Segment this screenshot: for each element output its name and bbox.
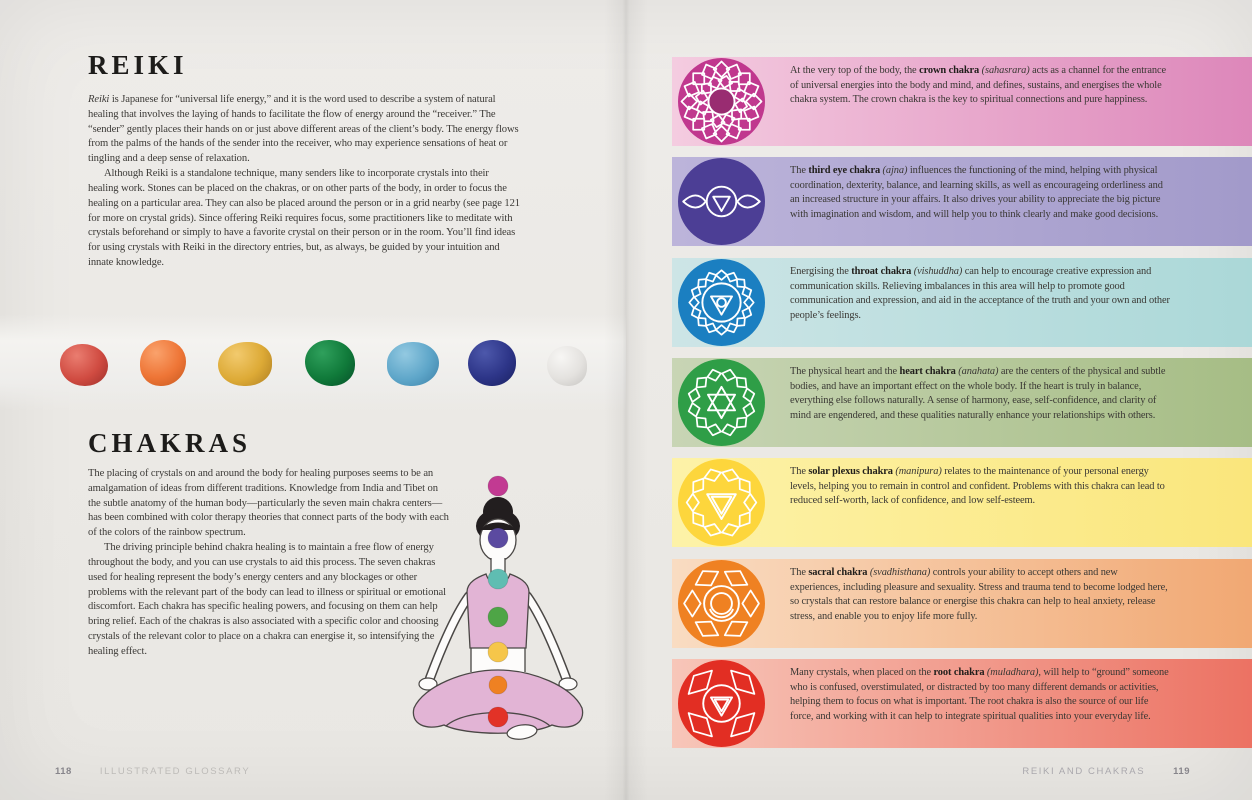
third-eye-description: The third eye chakra (ajna) influences the functioning of the mind, helping with physical coordination, dexterity, balance, and learning skills, as well as encourageing orderliness and an increased structure in your affairs. It also drives your ability to appreciate the big picture with imagination and wisdom, and will help you to think clearly and make good decisions. bbox=[790, 165, 1163, 220]
reiki-paragraph-2: Although Reiki is a standalone technique, many senders like to incorporate crystals into their healing work. Stones can be placed on the chakras, or on other parts of the body, in order to focus the healing on a particular area. They can also be placed around the person or in a grid nearby (see page 121 for more on crystal grids). Since offering Reiki requires focus, some practitioners like to meditate with crystals beforehand or simply to have a favorite crystal on their person or in the room. You’ll find ideas for using crystals with Reiki in the directory entries, but, as always, be guided by your intuition and innate knowledge. bbox=[88, 168, 520, 269]
book-spine-gutter bbox=[604, 0, 648, 800]
left-page-footer bbox=[55, 766, 250, 777]
crystal-stone-darkblue bbox=[468, 340, 516, 386]
figure-crown-dot bbox=[488, 476, 508, 496]
chakra-row-root bbox=[626, 659, 1252, 748]
chakra-row-third-eye bbox=[626, 157, 1252, 246]
solar-plexus-chakra-icon bbox=[678, 459, 765, 546]
reiki-lead-italic: Reiki bbox=[88, 94, 110, 105]
third-eye-chakra-icon bbox=[678, 158, 765, 245]
reiki-heading: REIKI bbox=[88, 50, 188, 80]
chakra-row-throat bbox=[626, 258, 1252, 347]
heart-description: The physical heart and the heart chakra (anahata) are the centers of the physical and subtle bodies, and have an important effect on the whole body. If the heart is truly in balance, everything else follows naturally. A sense of harmony, ease, self-confidence, and clarity of mind are engendered, and these qualities naturally enhance your relationships with others. bbox=[790, 366, 1166, 421]
figure-sacral-dot bbox=[489, 676, 507, 694]
right-page-footer bbox=[1022, 766, 1190, 777]
root-description: Many crystals, when placed on the root chakra (muladhara), will help to “ground” someone who is confused, overstimulated, or distracted by too many different demands or activities, helping them to focus on what is important. The root chakra is also the source of our life force, and working with it can help to integrate spiritual qualities into your everyday life. bbox=[790, 667, 1169, 722]
chakras-paragraph-2: The driving principle behind chakra healing is to maintain a free flow of energy throughout the body, and you can use crystals to aid this process. The seven chakras used for healing represent the body’s energy centers and any blockages or other problems with the relevant part of the body can lead to illness or spiritual or emotional discomfort. Each chakra has specific healing powers, and focusing on them can help bring relief. Each of the chakras is also associated with a specific color and choosing crystals of the relevant color to place on a chakra can energise it, so intensifying the healing effect. bbox=[88, 542, 446, 657]
crystal-stone-orange bbox=[140, 340, 186, 386]
chakras-heading: CHAKRAS bbox=[88, 428, 252, 458]
throat-description: Energising the throat chakra (vishuddha) can help to encourage creative expression and communication skills. Relieving imbalances in this area will help to promote good communication and expression, and aid in the acceptance of the truth and your own and other people’s feelings. bbox=[790, 266, 1170, 321]
crystals-photo-strip bbox=[0, 314, 626, 410]
figure-root-dot bbox=[488, 707, 508, 727]
throat-chakra-icon bbox=[678, 259, 765, 346]
crystal-stone-white bbox=[547, 346, 587, 386]
chakra-row-solar-plexus bbox=[626, 458, 1252, 547]
crystal-stone-lightblue bbox=[387, 342, 439, 386]
right-page-number: 119 bbox=[1173, 766, 1190, 777]
right-section-label: REIKI AND CHAKRAS bbox=[1022, 766, 1146, 777]
left-section-label: ILLUSTRATED GLOSSARY bbox=[99, 766, 251, 777]
crystal-stone-red bbox=[60, 344, 108, 386]
meditation-figure-illustration bbox=[390, 446, 614, 748]
chakras-paragraph-1: The placing of crystals on and around the body for healing purposes seems to be an amalgamation of ideas from different traditions. Knowledge from India and Tibet on the subtle anatomy of the human body—particularly the seven main chakra centers—has been combined with color therapy theories that connect parts of the body with each of the colors of the rainbow spectrum. bbox=[88, 468, 449, 539]
chakra-row-crown bbox=[626, 57, 1252, 146]
root-chakra-icon bbox=[678, 660, 765, 747]
crystal-stone-green bbox=[305, 340, 355, 386]
heart-chakra-icon bbox=[678, 359, 765, 446]
figure-throat-dot bbox=[488, 569, 508, 589]
crown-description: At the very top of the body, the crown chakra (sahasrara) acts as a channel for the entrance of universal energies into the body and mind, and defines, sustains, and energises the whole chakra system. The crown chakra is the key to spiritual connections and pure happiness. bbox=[790, 65, 1167, 106]
crown-chakra-icon bbox=[678, 58, 765, 145]
reiki-paragraph-1: Reiki is Japanese for “universal life energy,” and it is the word used to describe a system of natural healing that involves the laying of hands to facilitate the flow of energy around the “receiver.” The “sender” gently places their hands on or just above different areas of the client’s body. The energy flows from the palms of the hands of the sender into the receiver, who may experience sensations of heat or tingling and a deep sense of relaxation. bbox=[88, 94, 519, 165]
figure-heart-dot bbox=[488, 607, 508, 627]
left-page-number: 118 bbox=[55, 766, 72, 777]
figure-solar-plexus-dot bbox=[488, 642, 508, 662]
chakra-row-sacral bbox=[626, 559, 1252, 648]
chakra-row-heart bbox=[626, 358, 1252, 447]
figure-third-eye-dot bbox=[488, 528, 508, 548]
sacral-chakra-icon bbox=[678, 560, 765, 647]
crystal-stone-yellow bbox=[218, 342, 272, 386]
right-page bbox=[626, 0, 1252, 800]
sacral-description: The sacral chakra (svadhisthana) controls your ability to accept others and new experiences, including pleasure and sexuality. Stress and trauma tend to become lodged here, so crystals that can restore balance or energise this chakra can help to heal anxiety, release stress, and enable you to enjoy life more fully. bbox=[790, 567, 1168, 622]
reiki-body-text bbox=[88, 93, 520, 313]
solar-plexus-description: The solar plexus chakra (manipura) relates to the maintenance of your personal energy levels, helping you to remain in control and confident. Problems with this chakra can lead to reduced self-worth, lack of confidence, and low self-esteem. bbox=[790, 466, 1165, 507]
